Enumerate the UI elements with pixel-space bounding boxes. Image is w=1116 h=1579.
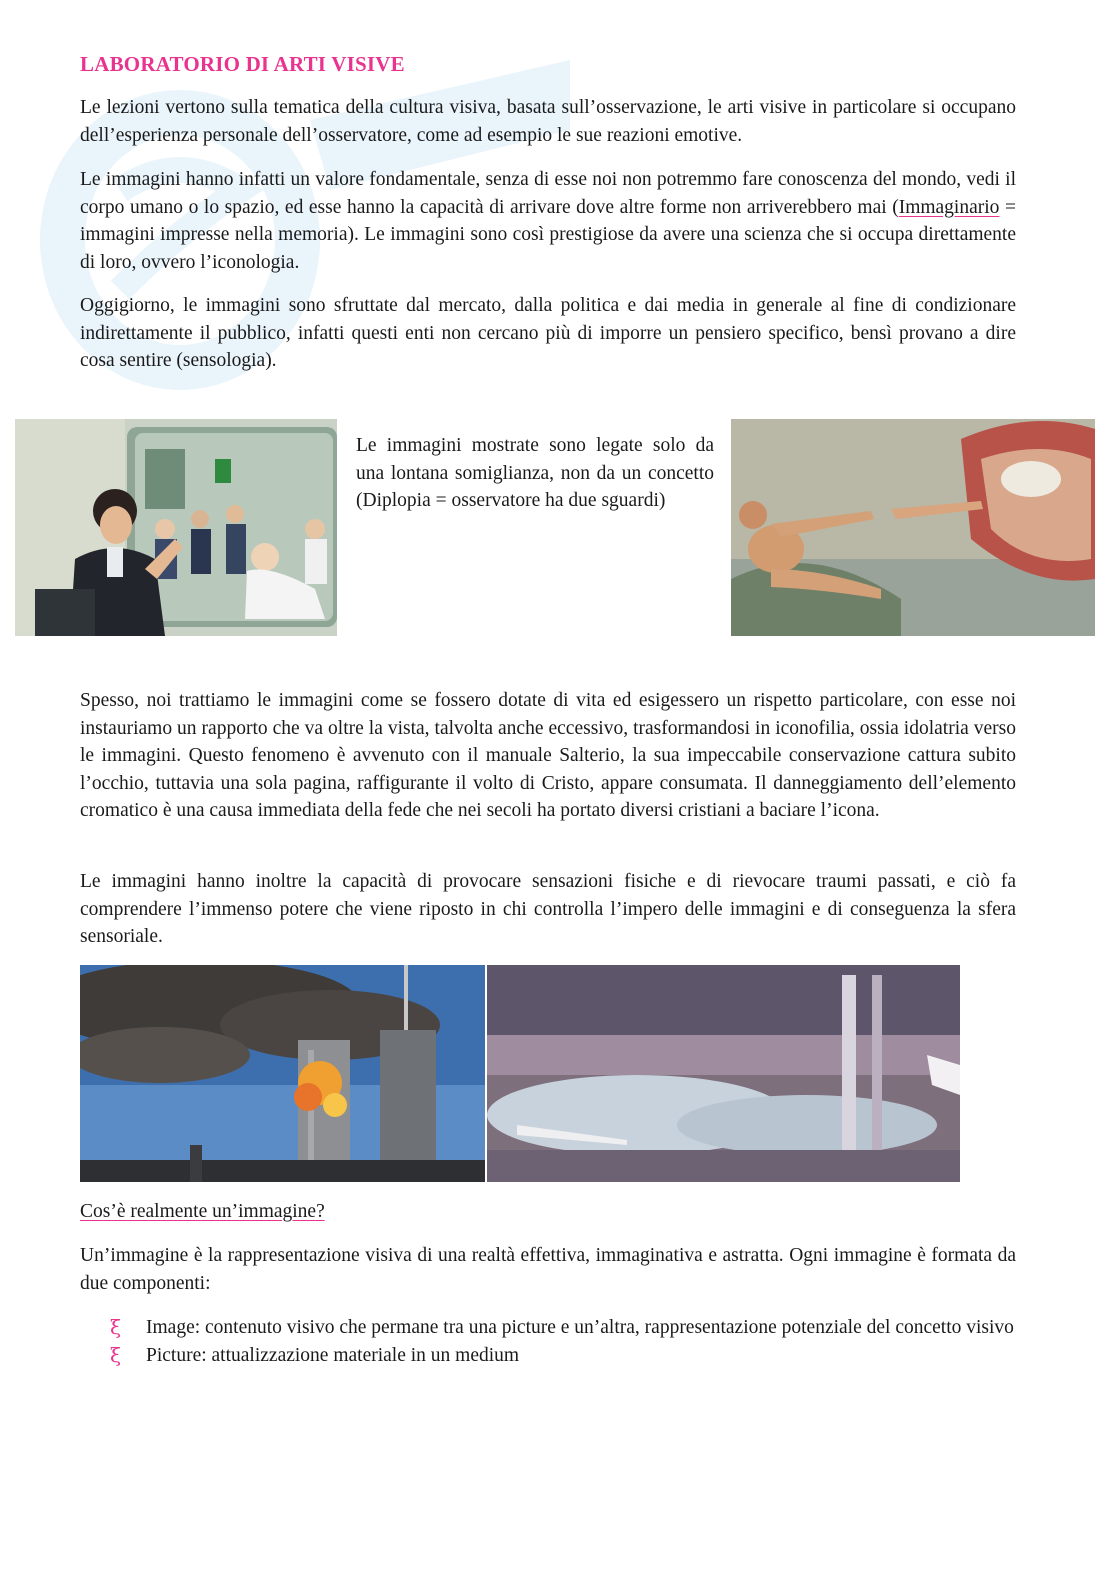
paragraph-value-of-images: [80, 166, 1016, 276]
paragraph-market-media: Oggigiorno, le immagini sono sfruttate dal mercato, dalla politica e dai media in generale al fine di condizionare indirettamente il pubblico, infatti questi enti non cercano più di imporre un pensiero specifico, bensì provano a dire cosa sentire (sensologia).: [80, 295, 1016, 371]
list-item: [110, 1314, 1016, 1342]
paragraph-intro: Le lezioni vertono sulla tematica della cultura visiva, basata sull’osservazione, le arti visive in particolare si occupano dell’esperienza personale dell’osservatore, come ad esempio le sue reazioni emotive.: [80, 97, 1016, 146]
bullet-xi-icon: ξ: [110, 1315, 122, 1339]
list-item: [110, 1342, 1016, 1370]
photo-train-window: [15, 419, 337, 636]
term-immaginario: Immaginario: [898, 196, 1000, 218]
image-caption: Le immagini mostrate sono legate solo da una lontana somiglianza, non da un concetto (Diplopia = osservatore ha due sguardi): [356, 435, 714, 511]
paragraph-power-of-images: Le immagini hanno inoltre la capacità di provocare sensazioni fisiche e di rievocare traumi passati, e ciò fa comprendere l’immenso potere che viene riposto in chi controlla l’impero delle immagini e di conseguenza la sfera sensoriale.: [80, 871, 1016, 947]
list-item-text: Image: contenuto visivo che permane tra una picture e un’altra, rappresentazione potenziale del concetto visivo: [146, 1317, 1014, 1338]
document-title: LABORATORIO DI ARTI VISIVE: [80, 52, 405, 76]
paragraph-text: = immagini impresse nella memoria). Le immagini sono così prestigiose da avere una scienza che si occupa direttamente di loro, ovvero l’iconologia.: [80, 196, 1016, 273]
paragraph-definition: Un’immagine è la rappresentazione visiva di una realtà effettiva, immaginativa e astratta. Ogni immagine è formata da due componenti:: [80, 1245, 1016, 1294]
section-subheading: [80, 1198, 325, 1226]
list-item-text: Picture: attualizzazione materiale in un medium: [146, 1344, 520, 1366]
paragraph-iconofilia: Spesso, noi trattiamo le immagini come se fossero dotate di vita ed esigessero un rispetto particolare, con esse noi instauriamo un rapporto che va oltre la vista, talvolta anche eccessivo, trasformandosi in iconofilia, ossia idolatria verso le immagini. Questo fenomeno è avvenuto con il manuale Salterio, la sua impeccabile conservazione cattura subito l’occhio, tuttavia una sola pagina, raffigurante il volto di Cristo, appare consumata. Il danneggiamento dell’elemento cromatico è una causa immediata della fede che nei secoli ha portato diversi cristiani a baciare l’icona.: [80, 690, 1016, 821]
paragraph-text: Le immagini hanno infatti un valore fondamentale, senza di esse noi non potremmo fare conoscenza del mondo, vedi il corpo umano o lo spazio, ed esse hanno la capacità di arrivare dove altre forme non arriverebbero mai (: [80, 169, 1016, 218]
painting-abstract-towers: [487, 965, 960, 1182]
bullet-xi-icon: ξ: [110, 1342, 122, 1367]
painting-creation-of-adam: [731, 419, 1095, 636]
components-list: [110, 1314, 1016, 1369]
photo-twin-towers: [80, 965, 485, 1182]
subheading-text: Cos’è realmente un’immagine?: [80, 1201, 325, 1222]
